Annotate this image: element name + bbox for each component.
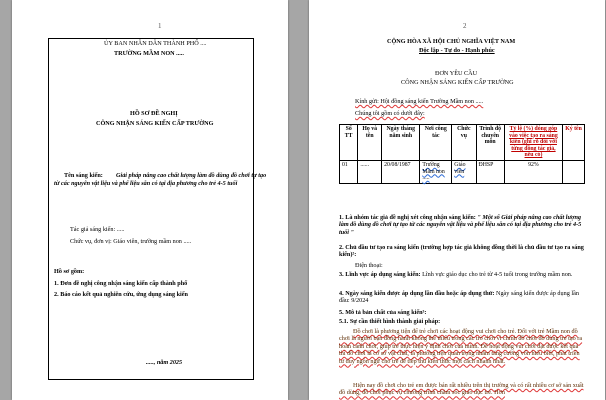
author-line: Tác giả sáng kiến: ..... <box>70 226 125 233</box>
table-header-cell: Tỷ lệ (%) đóng góp vào việc tạo ra sáng kiến (ghi rõ đối với từng đồng tác giả, nếu có) <box>504 125 562 161</box>
cover-date: ....., năm 2025 <box>146 359 183 366</box>
page-number: 1 <box>158 22 162 30</box>
item-3 <box>339 271 585 278</box>
initiative-name-line2: từ các nguyên vật liệu và phế liệu sẵn có tại địa phương cho trẻ 4-5 tuổi <box>54 180 238 187</box>
table-cell: 92% <box>504 160 562 183</box>
position-line: Chức vụ, đơn vị: Giáo viên, trường mầm non ..... <box>70 238 192 245</box>
item-1-label: 1. Là nhóm tác giả đề nghị xét công nhận sáng kiến: <box>339 214 476 221</box>
author-table <box>339 124 585 184</box>
table-header-cell: Chức vụ <box>452 125 476 161</box>
table-header-row <box>340 125 585 161</box>
doc-title-1: HỒ SƠ ĐỀ NGHỊ <box>130 110 178 117</box>
table-cell: 20/08/1987 <box>382 160 420 183</box>
table-cell <box>563 160 585 183</box>
item-4-label: 4. Ngày sáng kiến được áp dụng lần đầu hoặc áp dụng thử: <box>339 290 495 297</box>
paragraph-2: Hiện nay đồ chơi cho trẻ em được bán rất nhiều trên thị trường và có rất nhiều cơ sở sản xuất đồ dùng, đồ chơi phục vụ chương trình chăm sóc giáo dục trẻ. Hơn <box>339 382 584 397</box>
doc-title-2: CÔNG NHẬN SÁNG KIẾN CẤP TRƯỜNG <box>96 120 214 127</box>
table-cell: 01 <box>340 160 358 183</box>
table-header-cell: Ngày tháng năm sinh <box>382 125 420 161</box>
table-row <box>340 160 585 183</box>
table-header-cell: Trình độ chuyên môn <box>476 125 504 161</box>
form-title-2: CÔNG NHẬN SÁNG KIẾN CẤP TRƯỜNG <box>401 79 514 86</box>
item-2: 2. Chủ đầu tư tạo ra sáng kiến (trường hợp tác giả không đồng thời là chủ đầu tư tạo ra sáng kiến)²: <box>339 244 584 259</box>
dossier-item-1: 1. Đơn đề nghị công nhận sáng kiến cấp thành phố <box>54 280 188 287</box>
paragraph-1: Đồ chơi là phương tiện để trẻ chơi các hoạt động vui chơi cho trẻ. Đối với trẻ Mầm non đồ chơi là người bạn đồng hành không thể thiếu trong các trò chơi vì chính đồ chơi đồ dùng trẻ tạo ra hoàn cảnh chơi, giúp trẻ thực hiện ý định chơi của mình. Để hoạt động vui chơi đạt được kết quả thì đồ chơi là cơ sở vật chất, là phương tiện quan trọng nhằm tăng cường vốn hiểu biết, phát triển tư duy ngôn ngữ cho trẻ để tiếp thu kiến thức một cách nhanh nhất. <box>339 328 583 365</box>
table-cell: ĐHSP <box>476 160 504 183</box>
table-cell: Trường Mầm non ..... <box>420 160 452 183</box>
initiative-label: Tên sáng kiến: <box>64 172 103 179</box>
dossier-label: Hồ sơ gồm: <box>54 268 85 275</box>
header-school: TRƯỜNG MẦM NON ..... <box>114 50 184 57</box>
page-number: 2 <box>463 22 467 30</box>
header-committee: ỦY BAN NHÂN DÂN THÀNH PHỐ .... <box>104 40 207 47</box>
table-cell: ...... <box>358 160 382 183</box>
initiative-name-line1: Giải pháp nâng cao chất lượng làm đồ dùng đồ chơi tự tạo <box>116 172 267 179</box>
document-page-1 <box>12 0 288 400</box>
item-3-value: Lĩnh vực giáo dục cho trẻ từ 4-5 tuổi trong trường mầm non. <box>422 271 573 278</box>
cover-border <box>48 38 254 380</box>
item-3-label: 3. Lĩnh vực áp dụng sáng kiến: <box>339 271 421 278</box>
intro-line: Chúng tôi gồm có dưới đây: <box>355 110 425 117</box>
item-5-1: 5.1. Sự cần thiết hình thành giải pháp: <box>339 318 441 325</box>
form-title-1: ĐƠN YÊU CẦU <box>435 70 478 77</box>
document-page-2 <box>309 0 605 400</box>
item-1 <box>339 214 585 236</box>
table-header-cell: Số TT <box>340 125 358 161</box>
item-2-value: Điện thoại: <box>355 262 383 269</box>
item-4 <box>339 290 585 305</box>
dossier-item-2: 2. Báo cáo kết quả nghiên cứu, ứng dụng sáng kiến <box>54 291 188 298</box>
nation-motto: Độc lập - Tự do - Hạnh phúc <box>419 47 495 54</box>
recipient-line: Kính gửi: Hội đồng sáng kiến Trường Mầm non ..... <box>355 98 484 105</box>
nation-title: CỘNG HÒA XÃ HỘI CHỦ NGHĨA VIỆT NAM <box>387 38 516 45</box>
table-header-cell: Họ và tên <box>358 125 382 161</box>
item-1-name: " Một số Giải pháp nâng cao chất lượng làm đồ dùng đồ chơi tự tạo từ các nguyên vật liệu và phế liệu sẵn có tại địa phương cho trẻ 4-5 tuổi " <box>339 214 582 236</box>
table-header-cell: Nơi công tác <box>420 125 452 161</box>
table-cell: Giáo viên <box>452 160 476 183</box>
item-5: 5. Mô tả bản chất của sáng kiến³: <box>339 309 427 316</box>
table-header-cell: Ký tên <box>563 125 585 161</box>
item-4-value: Ngày sáng kiến được áp dụng lần đầu: 9/2024 <box>339 290 579 305</box>
